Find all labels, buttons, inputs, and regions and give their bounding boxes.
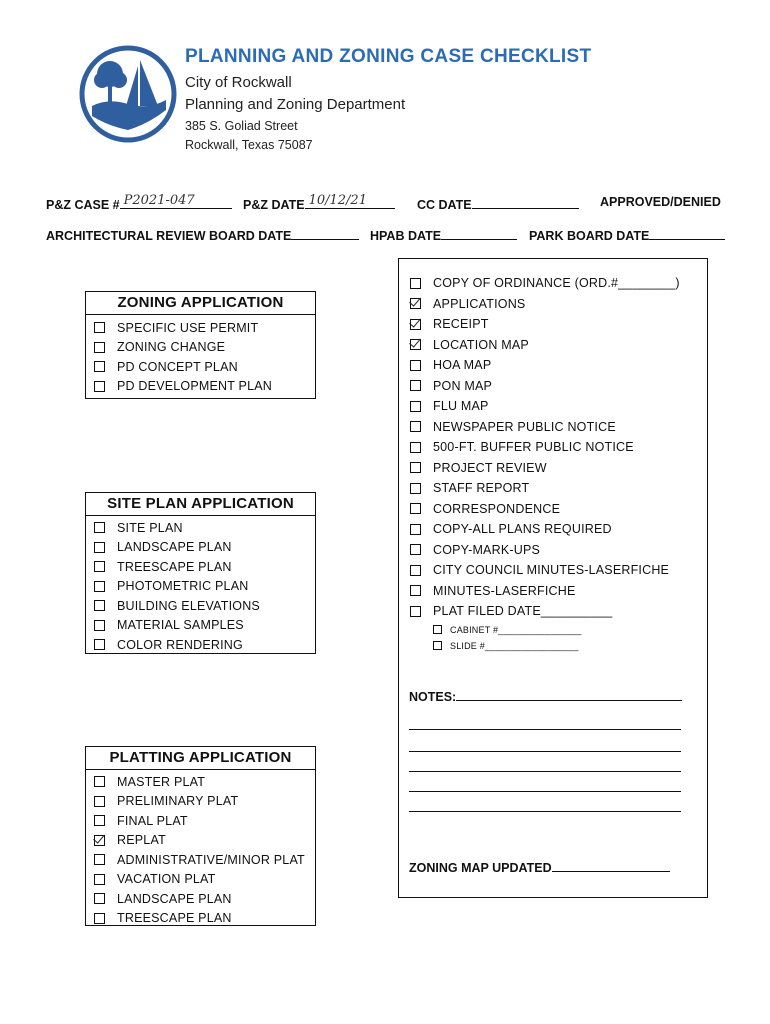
cc-date-row <box>417 195 579 212</box>
platting-item-label: REPLAT <box>117 833 166 848</box>
site-plan-item-label: COLOR RENDERING <box>117 637 243 652</box>
cc-date-field[interactable] <box>472 195 579 209</box>
checklist-item[interactable] <box>399 294 707 315</box>
pz-case-value: P2021-047 <box>123 193 195 208</box>
checkbox[interactable] <box>94 620 105 631</box>
site-plan-item[interactable] <box>86 635 315 655</box>
checkbox[interactable] <box>94 893 105 904</box>
zoning-application-box <box>85 291 316 399</box>
platting-item[interactable] <box>86 831 315 851</box>
document-checklist-box <box>398 258 708 898</box>
checklist-item-label: FLU MAP <box>433 399 489 414</box>
checkbox[interactable] <box>94 581 105 592</box>
hpab-date-row <box>370 226 517 243</box>
platting-item-label: TREESCAPE PLAN <box>117 911 232 926</box>
checklist-item-label: COPY-MARK-UPS <box>433 542 541 557</box>
checklist-sub-item[interactable] <box>399 622 707 638</box>
site-plan-item[interactable] <box>86 596 315 616</box>
checklist-item-label: HOA MAP <box>433 358 492 373</box>
checkbox[interactable] <box>94 776 105 787</box>
zoning-map-updated-field[interactable] <box>552 858 670 872</box>
checkbox[interactable] <box>410 462 421 473</box>
zoning-item-label: PD DEVELOPMENT PLAN <box>117 379 273 394</box>
checkbox[interactable] <box>410 524 421 535</box>
checklist-item-label: COPY OF ORDINANCE (ORD.#________) <box>433 276 680 291</box>
checkbox[interactable] <box>410 503 421 514</box>
checkbox[interactable] <box>94 874 105 885</box>
pz-case-row <box>46 195 232 212</box>
checklist-item-label: LOCATION MAP <box>433 337 529 352</box>
park-board-date-label: PARK BOARD DATE <box>529 229 650 243</box>
checkbox[interactable] <box>410 380 421 391</box>
checkbox[interactable] <box>433 641 442 650</box>
zoning-item-label: SPECIFIC USE PERMIT <box>117 320 259 335</box>
notes-line[interactable] <box>409 791 681 792</box>
checklist-item-label: PLAT FILED DATE__________ <box>433 604 613 619</box>
site-plan-item[interactable] <box>86 538 315 558</box>
platting-item[interactable] <box>86 772 315 792</box>
checklist-item-label: CITY COUNCIL MINUTES-LASERFICHE <box>433 563 670 578</box>
checklist-item[interactable] <box>399 417 707 438</box>
checklist-item[interactable] <box>399 540 707 561</box>
checkbox[interactable] <box>94 342 105 353</box>
checklist-item[interactable] <box>399 376 707 397</box>
park-board-date-row <box>529 226 725 243</box>
city-name: City of Rockwall <box>185 74 292 91</box>
site-plan-item[interactable] <box>86 616 315 636</box>
zoning-item[interactable] <box>86 318 315 338</box>
checklist-item-label: APPLICATIONS <box>433 296 526 311</box>
platting-item[interactable] <box>86 850 315 870</box>
platting-item-label: ADMINISTRATIVE/MINOR PLAT <box>117 852 305 867</box>
pz-date-field[interactable] <box>305 195 395 209</box>
site-plan-application-box <box>85 492 316 654</box>
checklist-item[interactable] <box>399 499 707 520</box>
checkbox[interactable] <box>94 600 105 611</box>
zoning-item[interactable] <box>86 338 315 358</box>
platting-item[interactable] <box>86 889 315 909</box>
platting-item-label: VACATION PLAT <box>117 872 216 887</box>
platting-item-list <box>86 770 315 928</box>
checklist-item-label: PON MAP <box>433 378 493 393</box>
checklist-item-label: MINUTES-LASERFICHE <box>433 583 576 598</box>
zoning-item-label: ZONING CHANGE <box>117 340 226 355</box>
checkbox[interactable] <box>410 544 421 555</box>
page-title: PLANNING AND ZONING CASE CHECKLIST <box>185 46 592 67</box>
checkbox[interactable] <box>94 913 105 924</box>
arb-date-row <box>46 226 359 243</box>
checkbox-checked[interactable] <box>410 298 421 309</box>
cc-date-label: CC DATE <box>417 198 472 212</box>
checkbox[interactable] <box>410 278 421 289</box>
checklist-item[interactable] <box>399 519 707 540</box>
checklist-item[interactable] <box>399 355 707 376</box>
checkbox[interactable] <box>94 561 105 572</box>
zoning-item-list <box>86 315 315 396</box>
checklist-item-label: PROJECT REVIEW <box>433 460 547 475</box>
checkbox[interactable] <box>410 442 421 453</box>
checklist-item[interactable] <box>399 581 707 602</box>
checkbox[interactable] <box>94 542 105 553</box>
notes-line[interactable] <box>409 751 681 752</box>
checkbox[interactable] <box>410 421 421 432</box>
checkbox[interactable] <box>410 606 421 617</box>
checkbox-checked[interactable] <box>94 835 105 846</box>
pz-date-row <box>243 195 395 212</box>
site-plan-item[interactable] <box>86 557 315 577</box>
checklist-item[interactable] <box>399 560 707 581</box>
platting-application-title: PLATTING APPLICATION <box>86 747 315 770</box>
notes-line[interactable] <box>409 811 681 812</box>
checkbox[interactable] <box>410 401 421 412</box>
arb-date-field[interactable] <box>291 226 359 240</box>
pz-date-value: 10/12/21 <box>308 193 367 208</box>
platting-item[interactable] <box>86 909 315 929</box>
checklist-item-label: COPY-ALL PLANS REQUIRED <box>433 522 612 537</box>
city-state-zip: Rockwall, Texas 75087 <box>185 138 313 152</box>
site-plan-item-label: LANDSCAPE PLAN <box>117 540 232 555</box>
checklist-sub-item-label: SLIDE #__________________ <box>450 640 579 651</box>
checklist-sub-item[interactable] <box>399 638 707 654</box>
checklist-item[interactable] <box>399 273 707 294</box>
platting-item-label: LANDSCAPE PLAN <box>117 891 232 906</box>
checkbox[interactable] <box>94 854 105 865</box>
platting-item[interactable] <box>86 870 315 890</box>
checklist-item-label: NEWSPAPER PUBLIC NOTICE <box>433 419 616 434</box>
checkbox[interactable] <box>94 796 105 807</box>
checkbox[interactable] <box>410 483 421 494</box>
zoning-item-label: PD CONCEPT PLAN <box>117 359 238 374</box>
checklist-item[interactable] <box>399 601 707 622</box>
department-name: Planning and Zoning Department <box>185 96 406 113</box>
pz-case-field[interactable] <box>120 195 232 209</box>
checklist-item[interactable] <box>399 478 707 499</box>
notes-line[interactable] <box>409 771 681 772</box>
pz-date-label: P&Z DATE <box>243 198 305 212</box>
site-plan-item-label: PHOTOMETRIC PLAN <box>117 579 249 594</box>
site-plan-item[interactable] <box>86 577 315 597</box>
checkbox[interactable] <box>410 585 421 596</box>
checkbox-checked[interactable] <box>410 339 421 350</box>
site-plan-item-label: TREESCAPE PLAN <box>117 559 232 574</box>
hpab-date-field[interactable] <box>441 226 517 240</box>
checklist-item[interactable] <box>399 437 707 458</box>
notes-row <box>409 687 682 704</box>
hpab-date-label: HPAB DATE <box>370 229 442 243</box>
checkbox[interactable] <box>94 815 105 826</box>
checkbox[interactable] <box>94 639 105 650</box>
checkbox-checked[interactable] <box>410 319 421 330</box>
site-plan-item-label: SITE PLAN <box>117 520 183 535</box>
checklist-item-label: STAFF REPORT <box>433 481 530 496</box>
notes-field-first[interactable] <box>456 687 682 701</box>
site-plan-item-list <box>86 516 315 655</box>
checkbox[interactable] <box>94 361 105 372</box>
checkbox[interactable] <box>94 322 105 333</box>
zoning-item[interactable] <box>86 377 315 397</box>
pz-case-label: P&Z CASE # <box>46 198 120 212</box>
checkbox[interactable] <box>94 522 105 533</box>
checkbox[interactable] <box>433 625 442 634</box>
checklist-item-label: RECEIPT <box>433 317 489 332</box>
site-plan-item[interactable] <box>86 518 315 538</box>
notes-line[interactable] <box>409 729 681 730</box>
street-address: 385 S. Goliad Street <box>185 119 298 133</box>
arb-date-label: ARCHITECTURAL REVIEW BOARD DATE <box>46 229 292 243</box>
notes-label: NOTES: <box>409 690 457 704</box>
checkbox[interactable] <box>410 565 421 576</box>
platting-item-label: MASTER PLAT <box>117 774 206 789</box>
platting-application-box <box>85 746 316 926</box>
site-plan-item-label: MATERIAL SAMPLES <box>117 618 244 633</box>
platting-item[interactable] <box>86 792 315 812</box>
checklist-item[interactable] <box>399 396 707 417</box>
zoning-item[interactable] <box>86 357 315 377</box>
checkbox[interactable] <box>94 381 105 392</box>
checkbox[interactable] <box>410 360 421 371</box>
checklist-sub-item-label: CABINET #________________ <box>450 624 582 635</box>
checklist-item[interactable] <box>399 314 707 335</box>
zoning-application-title: ZONING APPLICATION <box>86 292 315 315</box>
checklist-item-label: 500-FT. BUFFER PUBLIC NOTICE <box>433 440 634 455</box>
platting-item[interactable] <box>86 811 315 831</box>
site-plan-application-title: SITE PLAN APPLICATION <box>86 493 315 516</box>
park-board-date-field[interactable] <box>649 226 725 240</box>
city-logo <box>78 44 178 144</box>
checklist-item[interactable] <box>399 458 707 479</box>
approved-denied-label: APPROVED/DENIED <box>600 195 721 209</box>
site-plan-item-label: BUILDING ELEVATIONS <box>117 598 260 613</box>
checklist-item-label: CORRESPONDENCE <box>433 501 561 516</box>
checklist-item-list <box>399 259 707 654</box>
platting-item-label: PRELIMINARY PLAT <box>117 794 239 809</box>
checklist-item[interactable] <box>399 335 707 356</box>
platting-item-label: FINAL PLAT <box>117 813 188 828</box>
zoning-map-updated-row <box>409 858 670 875</box>
zoning-map-updated-label: ZONING MAP UPDATED <box>409 861 552 875</box>
